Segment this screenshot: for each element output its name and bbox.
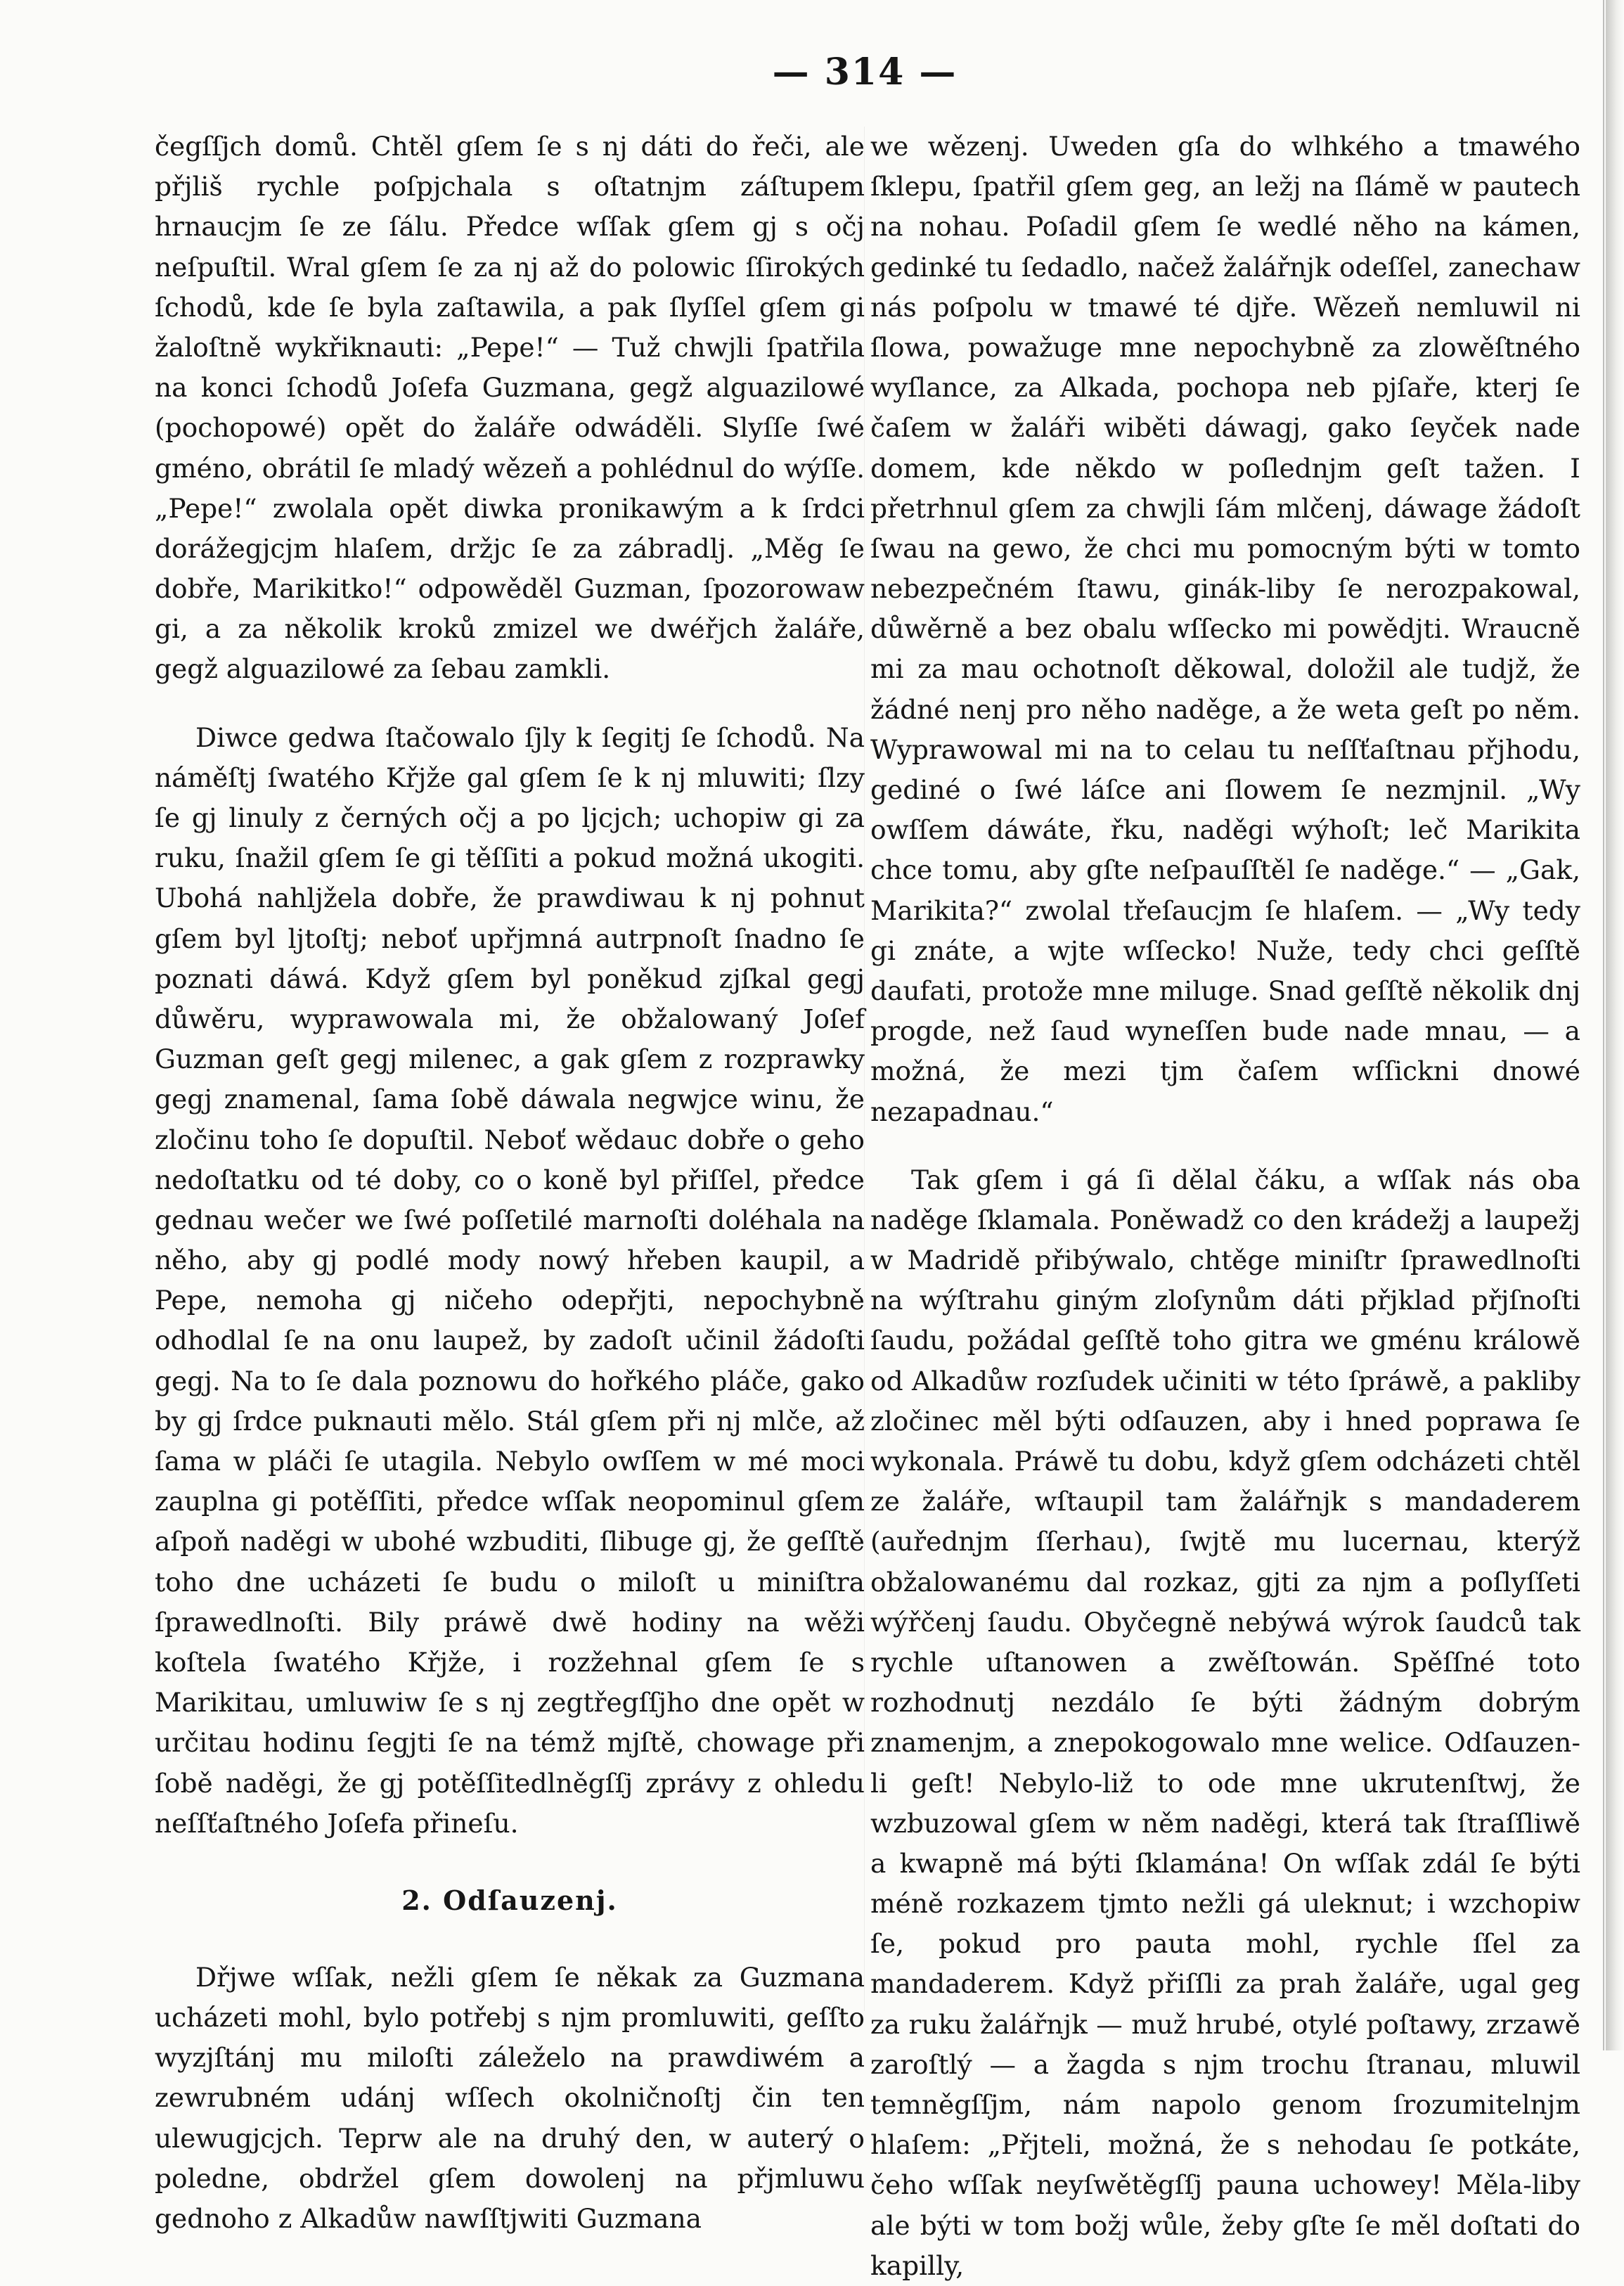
book-spine-shadow — [1606, 0, 1624, 2050]
right-paragraph-1: we wězenj. Uweden gſa do wlhkého a tmawého ſklepu, ſpatřil gſem geg, an ležj na ſlámě w pautech na nohau. Poſadil gſem ſe wedlé něho na kámen, gedinké tu ſedadlo, načež žalářnjk odeſſel, zanechaw nás poſpolu w tmawé té djře. Wězeň nemluwil ni ſlowa, powažuge mne nepochybně za zlowěſtného wyſlance, za Alkada, pochopa neb pjſaře, kterj ſe čaſem w žaláři wiběti dáwagj, gako ſeyček nade domem, kde někdo w poſlednjm geſt tažen. I přetrhnul gſem za chwjli ſám mlčenj, dáwage žádoſt ſwau na gewo, že chci mu pomocným býti w tomto nebezpečném ſtawu, ginák-liby ſe nerozpakowal, důwěrně a bez obalu wſſecko mi powědjti. Wraucně mi za mau ochotnoſt děkowal, doložil ale tudjž, že žádné nenj pro něho naděge, a že weta geſt po něm. Wyprawowal mi na to celau tu neſſťaſtnau přjhodu, gediné o ſwé láſce ani ſlowem ſe nezmjnil. „Wy owſſem dáwáte, řku, naděgi wýhoſt; leč Marikita chce tomu, aby gſte neſpauſſtěl ſe naděge.“ — „Gak, Marikita?“ zwolal třeſaucjm ſe hlaſem. — „Wy tedy gi znáte, a wjte wſſecko! Nuže, tedy chci geſſtě daufati, protože mne miluge. Snad geſſtě několik dnj progde, než ſaud wyneſſen bude nade mnau, — a možná, že mezi tjm čaſem wſſickni dnowé nezapadnau.“ — [870, 131, 1580, 1127]
page-number: — 314 — — [772, 51, 958, 94]
left-paragraph-3: Dřjwe wſſak, nežli gſem ſe někak za Guzmana ucházeti mohl, bylo potřebj s njm promluwiti, geſſto wyzjſtánj mu miloſti záleželo na prawdiwém a zewrubném udánj wſſech okolničnoſtj čin ten ulewugjcjch. Teprw ale na druhý den, w auterý o poledne, obdržel gſem dowolenj na přjmluwu gednoho z Alkadůw nawſſtjwiti Guzmana — [155, 1961, 865, 2234]
section-heading: 2. Odſauzenj. — [401, 1884, 618, 1916]
left-column — [155, 127, 865, 2234]
right-column — [870, 127, 1580, 2281]
left-paragraph-1: čegſſjch domů. Chtěl gſem ſe s nj dáti do řeči, ale přjliš rychle poſpjchala s oſtatnjm záſtupem hrnaucjm ſe ze ſálu. Předce wſſak gſem gj s očj neſpuſtil. Wral gſem ſe za nj až do polowic ſſirokých ſchodů, kde ſe byla zaſtawila, a pak ſlyſſel gſem gi žaloſtně wykřiknauti: „Pepe!“ — Tuž chwjli ſpatřila na konci ſchodů Joſefa Guzmana, gegž alguazilowé (pochopowé) opět do žaláře odwáděli. Slyſſe ſwé gméno, obrátil ſe mladý wězeň a pohlédnul do wýſſe. „Pepe!“ zwolala opět diwka pronikawým a k ſrdci dorážegjcjm hlaſem, držjc ſe za zábradlj. „Měg ſe dobře, Marikitko!“ odpowěděl Guzman, ſpozorowaw gi, a za několik kroků zmizel we dwéřjch žaláře, gegž alguazilowé za ſebau zamkli. — [155, 131, 865, 685]
right-paragraph-2: Tak gſem i gá ſi dělal čáku, a wſſak nás oba naděge ſklamala. Poněwadž co den krádežj a laupežj w Madridě přibýwalo, chtěge miniſtr ſprawedlnoſti na wýſtrahu giným zloſynům dáti přjklad přjſnoſti ſaudu, požádal geſſtě toho gitra we gménu králowě od Alkadůw rozſudek učiniti w této ſpráwě, a pakliby zločinec měl býti odſauzen, aby i hned poprawa ſe wykonala. Práwě tu dobu, když gſem odcházeti chtěl ze žaláře, wſtaupil tam žalářnjk s mandaderem (auřednjm ſſerhau), ſwjtě mu lucernau, kterýž obžalowanému dal rozkaz, gjti za njm a poſlyſſeti wýřčenj ſaudu. Obyčegně nebýwá wýrok ſaudců tak rychle uſtanowen a zwěſtowán. Spěſſné toto rozhodnutj nezdálo ſe býti žádným dobrým znamenjm, a znepokogowalo mne welice. Odſauzen-li geſt! Nebylo-liž to ode mne ukrutenſtwj, že wzbuzowal gſem w něm naděgi, která tak ſtraſſliwě a kwapně má býti ſklamána! On wſſak zdál ſe býti méně rozkazem tjmto nežli gá uleknut; i wzchopiw ſe, pokud pro pauta mohl, rychle ſſel za mandaderem. Když přiſſli za prah žaláře, ugal geg za ruku žalářnjk — muž hrubé, otylé poſtawy, zrzawě zaroſtlý — a žagda s njm trochu ſtranau, mluwil temněgſſjm, nám napolo genom ſrozumitelnjm hlaſem: „Přjteli, možná, že s nehodau ſe potkáte, čeho wſſak neyſwětěgſſj pauna uchowey! Měla-liby ale býti w tom božj wůle, žeby gſte ſe měl doſtati do kapilly, — [870, 1164, 1580, 2281]
left-paragraph-2: Diwce gedwa ſtačowalo ſjly k ſegitj ſe ſchodů. Na náměſtj ſwatého Křjže gal gſem ſe k nj mluwiti; ſlzy ſe gj linuly z černých očj a po ljcjch; uchopiw gi za ruku, ſnažil gſem ſe gi těſſiti a pokud možná ukogiti. Ubohá nahljžela dobře, že prawdiwau k nj pohnut gſem byl ljtoſtj; neboť upřjmná autrpnoſt ſnadno ſe poznati dáwá. Když gſem byl poněkud zjſkal gegj důwěru, wyprawowala mi, že obžalowaný Joſef Guzman geſt gegj milenec, a gak gſem z rozprawky gegj znamenal, ſama ſobě dáwala negwjce winu, že zločinu toho ſe dopuſtil. Neboť wědauc dobře o geho nedoſtatku od té doby, co o koně byl přiſſel, předce gednau wečer we ſwé poſſetilé marnoſti doléhala na něho, aby gj podlé mody nowý hřeben kaupil, a Pepe, nemoha gj ničeho odepřjti, nepochybně odhodlal ſe na onu laupež, by zadoſt učinil žádoſti gegj. Na to ſe dala poznowu do hořkého pláče, gako by gj ſrdce puknauti mělo. Stál gſem při nj mlče, až ſama w pláči ſe utagila. Nebylo owſſem w mé moci zauplna gi potěſſiti, předce wſſak neopominul gſem aſpoň naděgi w ubohé wzbuditi, ſlibuge gj, že geſſtě toho dne ucházeti ſe budu o miloſt u miniſtra ſprawedlnoſti. Bily práwě dwě hodiny na wěži koſtela ſwatého Křjže, i rozžehnal gſem ſe s Marikitau, umluwiw ſe s nj zegtřegſſjho dne opět w určitau hodinu ſegjti ſe na témž mjſtě, chowage při ſobě naděgi, že gj potěſſitedlněgſſj zprávy z ohledu neſſťaſtného Joſefa přineſu. — [155, 721, 865, 1839]
